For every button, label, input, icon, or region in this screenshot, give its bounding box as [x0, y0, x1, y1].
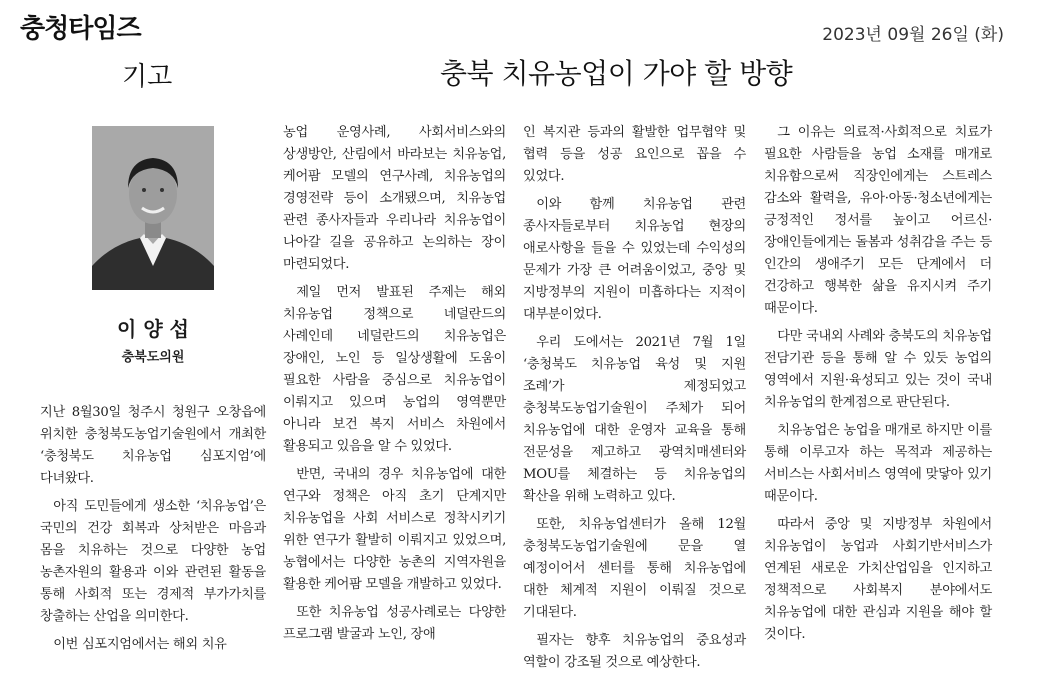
paragraph: 따라서 중앙 및 지방정부 차원에서 치유농업이 농업과 사회기반서비스가 연계된 새로운 가치산업임을 인지하고 정책적으로 사회복지 분야에서도 치유농업에 대한 관심과 지원을 해야 할 것이다.	[764, 517, 992, 642]
article-headline: 충북 치유농업이 가야 할 방향	[440, 57, 793, 90]
masthead-logo: 충청타임즈	[20, 14, 141, 44]
paragraph: 이와 함께 치유농업 관련 종사자들로부터 치유농업 현장의 애로사항을 들을 수 있었는데 수익성의 문제가 가장 큰 어려움이었고, 중앙 및 지방정부의 지원이 미흡하다는 지적이 대부분이었다.	[523, 197, 746, 322]
article-column-3	[523, 122, 746, 674]
article-column-4	[764, 122, 992, 646]
author-title: 충북도의원	[121, 350, 185, 365]
author-portrait-image	[92, 126, 214, 290]
section-label: 기고	[122, 62, 173, 92]
paragraph: 인 복지관 등과의 활발한 업무협약 및 협력 등을 성공 요인으로 꼽을 수 있었다.	[523, 125, 746, 184]
paragraph: 우리 도에서는 2021년 7월 1일 ‘충청북도 치유농업 육성 및 지원 조례’가 제정되었고 충청북도농업기술원이 주체가 되어 치유농업에 대한 운영자 교육을 통해 전문성을 제고하고 광역치매센터와 MOU를 체결하는 등 치유농업의 확산을 위해 노력하고 있다.	[523, 335, 746, 504]
publication-date: 2023년 09월 26일 (화)	[822, 25, 1004, 45]
article-column-1	[40, 402, 266, 656]
paragraph: 농업 운영사례, 사회서비스와의 상생방안, 산림에서 바라보는 치유농업, 케어팜 모델의 연구사례, 치유농업의 경영전략 등이 소개됐으며, 치유농업 관련 종사자들과 우리나라 치유농업이 나아갈 길을 공유하고 논의하는 장이 마련되었다.	[283, 125, 506, 272]
paragraph: 지난 8월30일 청주시 청원구 오창읍에 위치한 충청북도농업기술원에서 개최한 ‘충청북도 치유농업 심포지엄’에 다녀왔다.	[40, 405, 266, 486]
paragraph: 필자는 향후 치유농업의 중요성과 역할이 강조될 것으로 예상한다.	[523, 633, 746, 670]
paragraph: 다만 국내외 사례와 충북도의 치유농업 전담기관 등을 통해 알 수 있듯 농업의 영역에서 지원·육성되고 있는 것이 국내 치유농업의 한계점으로 판단된다.	[764, 329, 992, 410]
paragraph: 제일 먼저 발표된 주제는 해외 치유농업 정책으로 네덜란드의 사례인데 네덜란드의 치유농업은 장애인, 노인 등 일상생활에 도움이 필요한 사람을 중심으로 치유농업이 이뤄지고 있으며 농업의 영역뿐만 아니라 보건 복지 서비스 차원에서 활용되고 있음을 알 수 있었다.	[283, 285, 506, 454]
paragraph: 또한, 치유농업센터가 올해 12월 충청북도농업기술원에 문을 열 예정이어서 센터를 통해 치유농업에 대한 체계적 지원이 이뤄질 것으로 기대된다.	[523, 517, 746, 620]
paragraph: 반면, 국내의 경우 치유농업에 대한 연구와 정책은 아직 초기 단계지만 치유농업을 사회 서비스로 정착시키기 위한 연구가 활발히 이뤄지고 있었으며, 농협에서는 다양한 농촌의 지역자원을 활용한 케어팜 모델을 개발하고 있었다.	[283, 467, 506, 592]
author-photo	[92, 126, 214, 290]
paragraph: 아직 도민들에게 생소한 ‘치유농업’은 국민의 건강 회복과 상처받은 마음과 몸을 치유하는 것으로 다양한 농업 농촌자원의 활용과 이와 관련된 활동을 통해 사회적 또는 경제적 부가가치를 창출하는 산업을 의미한다.	[40, 499, 266, 624]
author-name: 이 양 섭	[117, 317, 189, 341]
paragraph: 그 이유는 의료적·사회적으로 치료가 필요한 사람들을 농업 소재를 매개로 치유함으로써 직장인에게는 스트레스 감소와 활력을, 유아·아동·청소년에게는 긍정적인 정서를 높이고 어르신·장애인들에게는 돌봄과 성취감을 주는 등 인간의 생애주기 모든 단계에서 더 건강하고 행복한 삶을 유지시켜 주기 때문이다.	[764, 125, 992, 316]
article-column-2	[283, 122, 506, 646]
paragraph: 치유농업은 농업을 매개로 하지만 이를 통해 이루고자 하는 목적과 제공하는 서비스는 사회서비스 영역에 맞닿아 있기 때문이다.	[764, 423, 992, 504]
paragraph: 또한 치유농업 성공사례로는 다양한 프로그램 발굴과 노인, 장애	[283, 605, 506, 642]
paragraph: 이번 심포지엄에서는 해외 치유	[53, 637, 227, 652]
